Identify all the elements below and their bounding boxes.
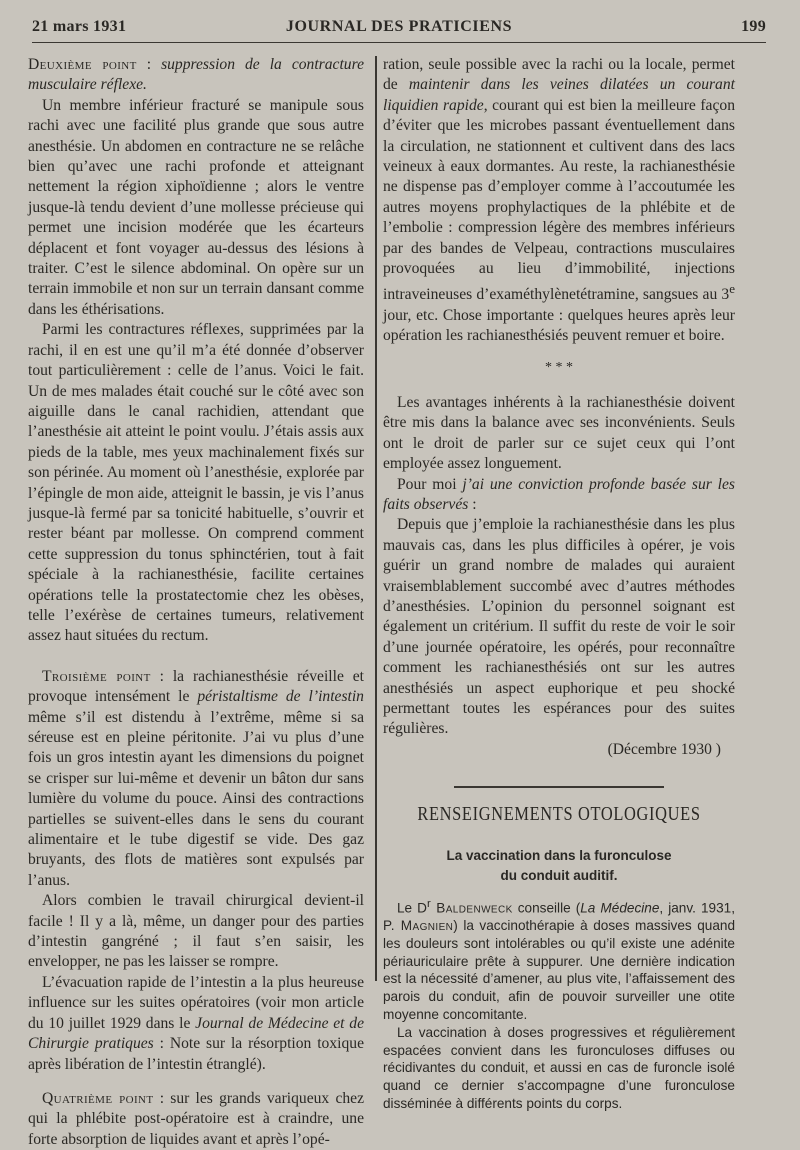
emphasis: j’ai une conviction profonde basée sur les faits observés (383, 475, 736, 513)
text-run: ) la vaccinothérapie à doses massives quand les douleurs sont intolérables ou qu’il existe une adénite périauriculaire prête à suppurer. Une dernière indication est la nécessité d’amener, au plus vite, l’affaissement des parois du conduit, afin de pouvoir surveiller une otite moyenne concomitante. (383, 918, 735, 1022)
point-title: suppression de la contracture musculaire réflexe. (28, 56, 364, 94)
text-run: Le D (397, 900, 428, 916)
spacer (28, 647, 364, 667)
text-run: Pour moi (397, 475, 463, 493)
paragraph-third-point (28, 667, 364, 891)
text-run: jour, etc. Chose importante : quelques heures après leur opération les rachianesthésiés peuvent remuer et boire. (383, 307, 735, 345)
header-date: 21 mars 1931 (32, 18, 127, 35)
column-divider (375, 56, 377, 981)
point-label: Deuxième point (28, 56, 137, 73)
running-header (32, 14, 766, 43)
subtitle-line: La vaccination dans la furonculose (446, 847, 672, 863)
paragraph-continued (383, 55, 735, 347)
section-asterism: * * * (545, 359, 573, 375)
header-page-number: 199 (741, 18, 766, 35)
text-run: même s’il est distendu à l’extrême, même si sa séreuse est en pleine péritonite. J’ai vu plus d’une fois un gros intestin ayant les dimensions du poignet se crisper sur lui-même et devenir un bâton dur sans lumière du volume du pouce. Ainsi des contractions partielles se suivent-elles dans le sens du courant alimentaire et le tube digestif se vide. Des gaz bruyants, des flots de matières sont expulsés par l’anus. (28, 708, 364, 889)
spacer (28, 1075, 364, 1089)
left-column (28, 55, 364, 1150)
text-run: , janv. 1931, (659, 900, 736, 916)
journal-reference: La Médecine (580, 900, 660, 916)
paragraph: Parmi les contractures réflexes, supprimées par la rachi, il en est une qu’il m’a été donnée d’observer tout particulièrement : celle de l’anus. Voici le fait. Un de mes malades était couché sur le côté avec son aiguille dans le canal rachidien, attendant que l’anesthésie ait atteint le point voulu. J’étais assis aux pieds de la table, mes yeux machinalement fixés sur son périnée. Au moment où l’anesthésie, explorée par l’épingle de mon aide, atteignit le bassin, je vis l’anus jusque-là fermé par sa tonicité habituelle, s’ouvrir et rester béant par mollesse. On comprend comment cette suppression du tonus sphinctérien, tout à fait spéciale à la rachianesthésie, facilite certaines opérations telle la prostatectomie chez les obèses, telle l’exérèse de certaines tumeurs, relativement assez haut situées du rectum. (28, 321, 364, 645)
paragraph-fourth-point (28, 1089, 364, 1150)
text-run: : Note sur la résorption toxique après libération de l’intestin étranglé). (28, 1035, 364, 1073)
text-run: : (468, 495, 477, 513)
author-name: P. Magnien (383, 918, 454, 934)
paragraph: Alors combien le travail chirurgical devient-il facile ! Il y a là, même, un danger pour des parties d’intestin gangréné ; il faut s’en saisir, les envelopper, ne pas les laisser se rompre. (28, 892, 364, 971)
article-subtitle (383, 846, 735, 886)
header-journal-title: JOURNAL DES PRATICIENS (285, 18, 513, 35)
paragraph: Un membre inférieur fracturé se manipule sous rachi avec une facilité plus grande que sous autre anesthésie. Un abdomen en contracture ne se relâche bien qu’avec une rachi profonde et atteignant nettement la région xiphoïdienne ; alors le ventre jusque-là tendu devient d’une mollesse précieuse qui permet une incision modérée que les écarteurs déplacent et font voyager au-dessus des lésions à traiter. C’est le silence abdominal. On opère sur un terrain immobile et non sur un terrain dansant comme dans les éthérisations. (28, 96, 364, 318)
author-name: Baldenweck (430, 900, 513, 916)
text-run: , courant qui est bien la meilleure façon d’éviter que les microbes passant éventuellement dans la circulation, ne stationnent et cultivent dans des lacs veineux à eaux dormantes. Au reste, la rachianesthésie ne dispense pas d’employer comme à l’accoutumée les autres moyens prophylactiques de la phlébite et de l’embolie : compression légère des membres inférieurs par des bandes de Velpeau, contractions musculaires provoquées au lieu d’immobilité, injections intraveineuses d’examéthylènetétramine, sangsues au 3 (383, 96, 735, 304)
text-run: : la rachianesthésie réveille et provoque intensément le (28, 667, 364, 706)
separator: : (136, 56, 162, 73)
superscript: r (427, 897, 431, 910)
right-column (383, 55, 735, 1113)
paragraph: Les avantages inhérents à la rachianesthésie doivent être mis dans la balance avec ses inconvénients. Seuls ont le droit de parler sur ce sujet ceux qui l’ont employée assez longuement. (383, 393, 735, 473)
section-rule (454, 786, 664, 788)
paragraph: Depuis que j’emploie la rachianesthésie dans les plus mauvais cas, dans les plus difficiles à opérer, je vois guérir un grand nombre de malades qui auraient vraisemblablement succombé avec d’autres méthodes d’anesthésies. L’opinion du personnel soignant est également un critérium. Il suffit du reste de voir le soir d’une journée opératoire, les opérés, pour reconnaître comment les rachianesthésiés ont sur les autres anesthésiés un aspect euphorique et peu shocké permettant toutes les espérances pour des suites régulières. (383, 516, 735, 738)
paragraph (28, 973, 364, 1075)
subtitle-line: du conduit auditif. (500, 867, 618, 883)
point-label: Quatrième point (42, 1089, 154, 1107)
paragraph-small (383, 896, 735, 1024)
paragraph-small: La vaccination à doses progressives et régulièrement espacées convient dans les furonculoses diffuses ou récidivantes du conduit, et aussi en cas de furoncle isolé quand ce dernier s’accompagne d’une furonculose disséminée à différents points du corps. (383, 1024, 735, 1111)
text-run: ration, seule possible avec la rachi ou la locale, permet de (383, 56, 735, 94)
superscript: e (729, 281, 735, 297)
emphasis: péristaltisme de l’intestin (197, 688, 364, 706)
date-signoff: (Décembre 1930 ) (607, 740, 721, 758)
section-title: RENSEIGNEMENTS OTOLOGIQUES (417, 802, 701, 825)
text-run: L’évacuation rapide de l’intestin a la plus heureuse influence sur les suites opératoires (voir mon article du 10 juillet 1929 dans le (28, 973, 364, 1032)
journal-reference: Journal de Médecine et de Chirurgie pratiques (28, 1014, 364, 1053)
text-run: : sur les grands variqueux chez qui la phlébite post-opératoire est à craindre, une forte absorption de liquides avant et après l’opé- (28, 1089, 365, 1148)
paragraph (383, 475, 735, 516)
paragraph-second-point-heading (28, 55, 364, 96)
emphasis: maintenir dans les veines dilatées un courant liquidien rapide (383, 76, 735, 114)
text-run: conseille ( (512, 900, 581, 916)
point-label: Troisième point (42, 667, 151, 685)
